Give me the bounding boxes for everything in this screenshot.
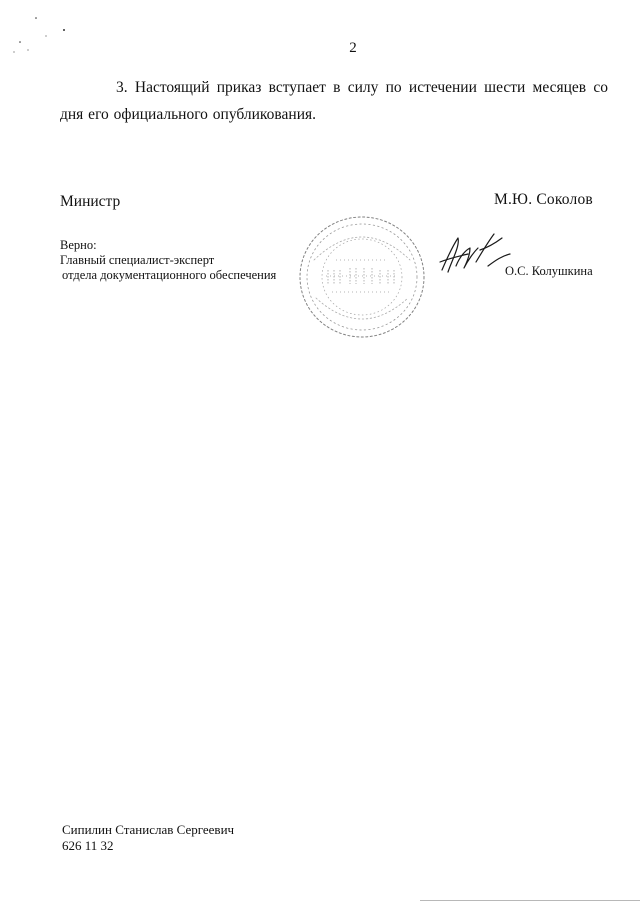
signature-graphic: [436, 226, 514, 278]
order-clause-3: 3. Настоящий приказ вступает в силу по истечении шести месяцев со дня его официального опубликования.: [60, 79, 608, 123]
official-seal-stamp: [296, 212, 428, 342]
executor-name: Сипилин Станислав Сергеевич: [62, 822, 235, 837]
certification-block: [60, 238, 276, 283]
certifier-name: О.С. Колушкина: [505, 264, 593, 278]
certification-position-line1: Главный специалист-эксперт: [60, 253, 215, 267]
scan-edge-line: [420, 900, 640, 901]
certification-position-line2: отдела документационного обеспечения: [62, 268, 277, 282]
minister-title: Министр: [60, 193, 121, 210]
page-number: 2: [349, 40, 357, 56]
executor-phone: 626 11 32: [62, 838, 114, 853]
certification-label: Верно:: [60, 238, 97, 252]
minister-name: М.Ю. Соколов: [494, 191, 593, 208]
executor-block: [62, 822, 234, 854]
